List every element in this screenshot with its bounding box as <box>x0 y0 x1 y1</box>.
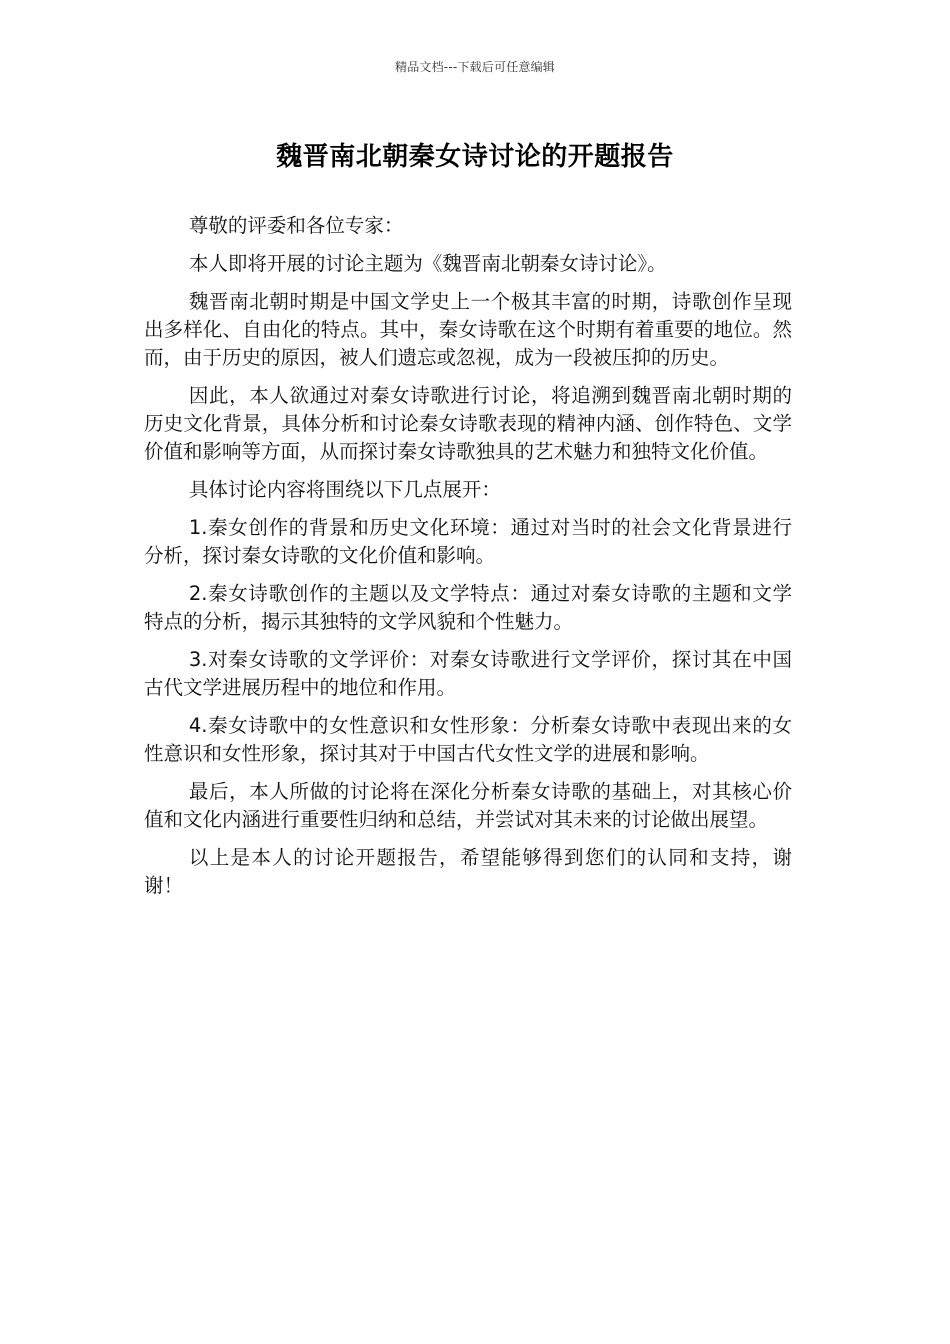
paragraph-point-3: 3.对秦女诗歌的文学评价：对秦女诗歌进行文学评价，探讨其在中国古代文学进展历程中的地位和作用。 <box>144 648 792 699</box>
document-title: 魏晋南北朝秦女诗讨论的开题报告 <box>276 142 674 172</box>
paragraph-purpose: 因此，本人欲通过对秦女诗歌进行讨论，将追溯到魏晋南北朝时期的历史文化背景，具体分析和讨论秦女诗歌表现的精神内涵、创作特色、文学价值和影响等方面，从而探讨秦女诗歌独具的艺术魅力和独特文化价值。 <box>144 384 792 463</box>
document-body <box>144 212 792 910</box>
paragraph-topic: 本人即将开展的讨论主题为《魏晋南北朝秦女诗讨论》。 <box>188 252 667 275</box>
paragraph-conclusion: 最后，本人所做的讨论将在深化分析秦女诗歌的基础上，对其核心价值和文化内涵进行重要性归纳和总结，并尝试对其未来的讨论做出展望。 <box>144 780 792 831</box>
paragraph-closing: 以上是本人的讨论开题报告，希望能够得到您们的认同和支持，谢谢！ <box>144 846 792 897</box>
paragraph-salutation: 尊敬的评委和各位专家： <box>188 214 404 237</box>
paragraph-point-4: 4.秦女诗歌中的女性意识和女性形象：分析秦女诗歌中表现出来的女性意识和女性形象，探讨其对于中国古代女性文学的进展和影响。 <box>144 714 792 765</box>
paragraph-point-1: 1.秦女创作的背景和历史文化环境：通过对当时的社会文化背景进行分析，探讨秦女诗歌的文化价值和影响。 <box>144 516 792 567</box>
header-note: 精品文档---下载后可任意编辑 <box>395 60 555 74</box>
paragraph-point-2: 2.秦女诗歌创作的主题以及文学特点：通过对秦女诗歌的主题和文学特点的分析，揭示其独特的文学风貌和个性魅力。 <box>144 582 792 633</box>
paragraph-outline-intro: 具体讨论内容将围绕以下几点展开： <box>188 478 501 501</box>
paragraph-background: 魏晋南北朝时期是中国文学史上一个极其丰富的时期，诗歌创作呈现出多样化、自由化的特点。其中，秦女诗歌在这个时期有着重要的地位。然而，由于历史的原因，被人们遗忘或忽视，成为一段被压抑的历史。 <box>144 290 792 369</box>
